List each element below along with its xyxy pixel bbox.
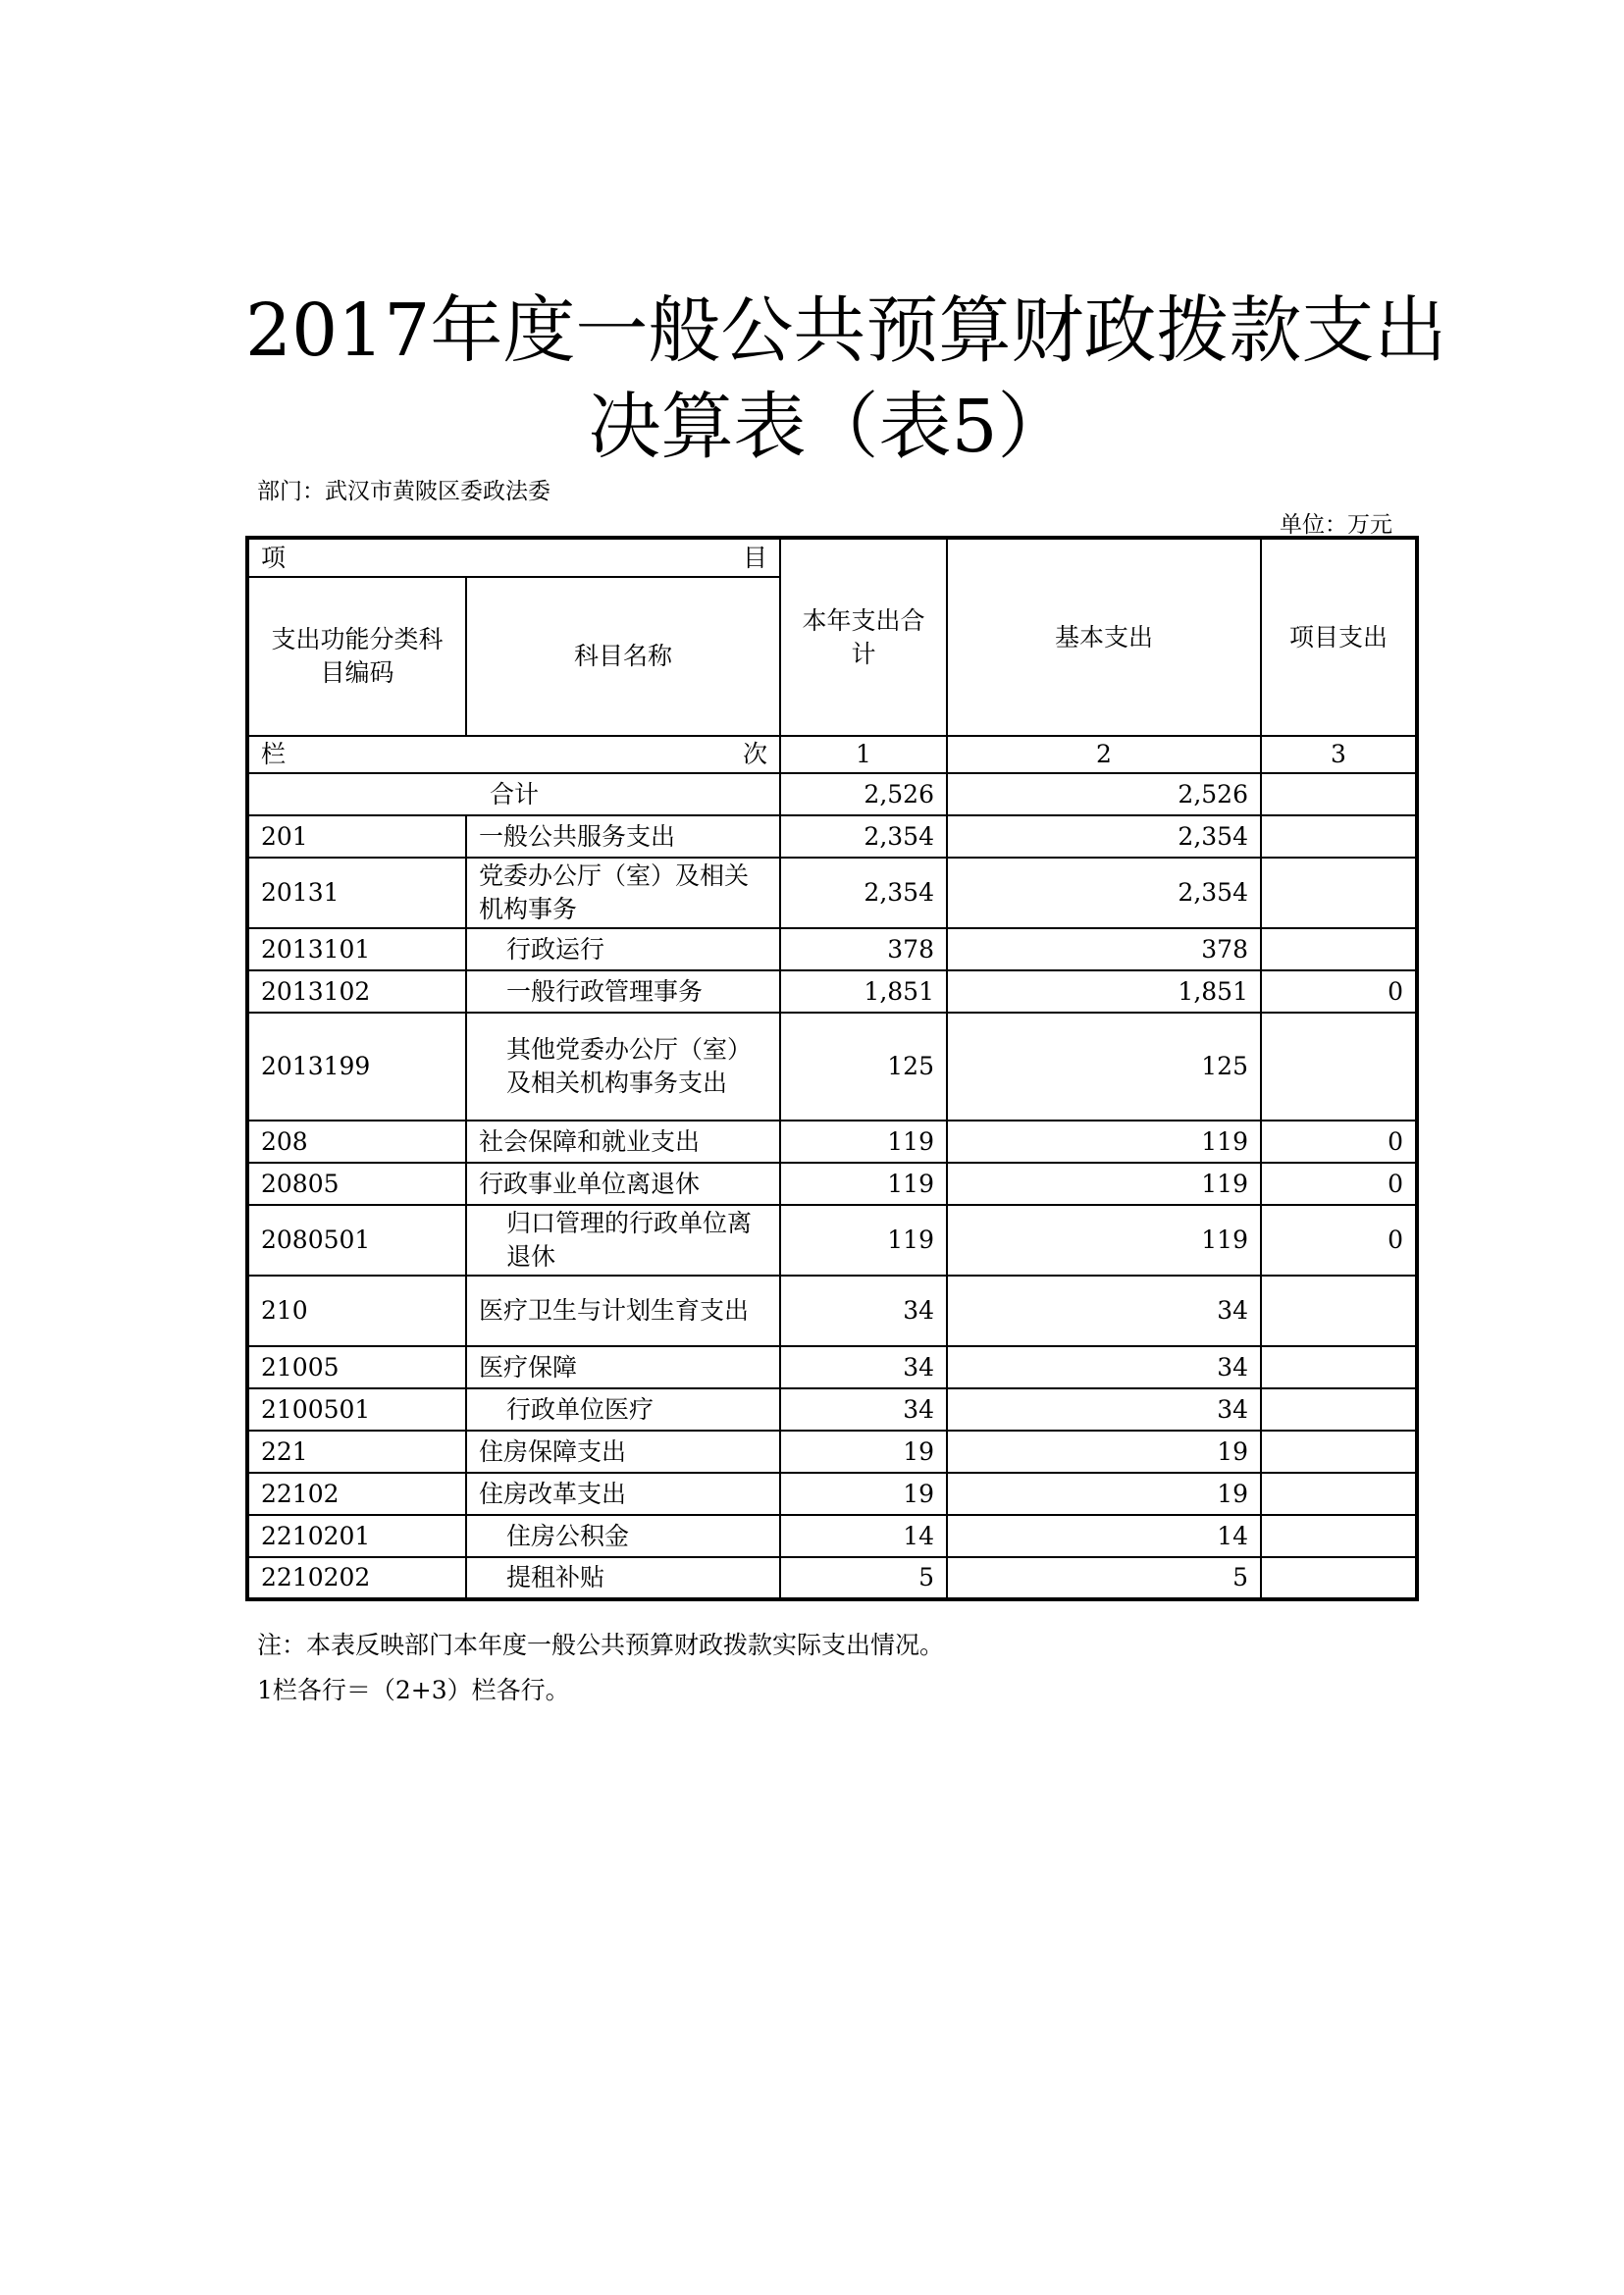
row-name: 住房保障支出 [466,1431,780,1473]
row-code: 2080501 [247,1205,466,1276]
row-name: 行政运行 [466,928,780,970]
row-code: 2100501 [247,1388,466,1431]
row-project [1261,1388,1417,1431]
header-num-1: 1 [780,736,947,773]
row-total: 5 [780,1557,947,1599]
header-item-cell [247,538,780,577]
row-project [1261,1473,1417,1515]
row-project: 0 [1261,970,1417,1013]
row-code: 201 [247,815,466,858]
total-row [247,773,1417,815]
row-code: 210 [247,1276,466,1346]
row-project: 0 [1261,1121,1417,1163]
header-code: 支出功能分类科目编码 [247,577,466,736]
row-code: 2013101 [247,928,466,970]
page-title-line-1: 2017年度一般公共预算财政拨款支出 [245,288,1447,373]
header-row-left: 栏 [261,740,287,768]
table-row [247,1276,1417,1346]
page-title-line-2: 决算表（表5） [588,385,1071,469]
row-basic: 34 [947,1346,1261,1388]
table-row [247,1431,1417,1473]
row-name: 一般行政管理事务 [466,970,780,1013]
row-project [1261,815,1417,858]
row-total: 119 [780,1121,947,1163]
table-row [247,1557,1417,1599]
row-code: 20131 [247,858,466,928]
row-basic: 119 [947,1121,1261,1163]
header-item-left: 项 [261,543,287,572]
row-total: 1,851 [780,970,947,1013]
header-num-2: 2 [947,736,1261,773]
row-code: 2013102 [247,970,466,1013]
row-total: 125 [780,1013,947,1121]
row-code: 20805 [247,1163,466,1205]
row-basic: 34 [947,1388,1261,1431]
row-name: 住房公积金 [466,1515,780,1557]
row-name: 医疗保障 [466,1346,780,1388]
table-row [247,815,1417,858]
row-project: 0 [1261,1205,1417,1276]
row-code: 221 [247,1431,466,1473]
row-basic: 14 [947,1515,1261,1557]
row-basic: 5 [947,1557,1261,1599]
table-row [247,1163,1417,1205]
row-name: 一般公共服务支出 [466,815,780,858]
row-basic: 2,354 [947,815,1261,858]
table-row [247,1346,1417,1388]
row-basic: 2,354 [947,858,1261,928]
header-row-right: 次 [742,740,767,768]
table-row [247,1388,1417,1431]
row-total: 119 [780,1205,947,1276]
row-project: 0 [1261,1163,1417,1205]
row-project [1261,858,1417,928]
row-name: 住房改革支出 [466,1473,780,1515]
table-row [247,928,1417,970]
unit-label: 单位：万元 [1280,512,1392,538]
table-row [247,1121,1417,1163]
row-code: 208 [247,1121,466,1163]
table-row [247,1013,1417,1121]
row-name: 提租补贴 [466,1557,780,1599]
table-notes [257,1623,944,1713]
row-project [1261,1346,1417,1388]
row-project [1261,928,1417,970]
table-row [247,1473,1417,1515]
row-total: 2,354 [780,858,947,928]
row-basic: 378 [947,928,1261,970]
row-basic: 119 [947,1205,1261,1276]
note-line-2: 1栏各行＝（2+3）栏各行。 [257,1676,570,1704]
row-code: 2013199 [247,1013,466,1121]
header-row-item [247,538,1417,577]
note-line-1: 注：本表反映部门本年度一般公共预算财政拨款实际支出情况。 [257,1631,945,1659]
department-label: 部门：武汉市黄陂区委政法委 [257,479,550,504]
row-code: 22102 [247,1473,466,1515]
row-project [1261,1013,1417,1121]
row-name: 归口管理的行政单位离退休 [466,1205,780,1276]
row-code: 21005 [247,1346,466,1388]
table-row [247,1205,1417,1276]
row-name: 党委办公厅（室）及相关机构事务 [466,858,780,928]
row-total: 34 [780,1276,947,1346]
header-project: 项目支出 [1261,538,1417,736]
row-total: 34 [780,1388,947,1431]
row-basic: 34 [947,1276,1261,1346]
row-name: 行政单位医疗 [466,1388,780,1431]
row-total: 2,354 [780,815,947,858]
header-total: 本年支出合计 [780,538,947,736]
row-basic: 19 [947,1473,1261,1515]
row-project [1261,1515,1417,1557]
header-name: 科目名称 [466,577,780,736]
row-name: 医疗卫生与计划生育支出 [466,1276,780,1346]
header-basic: 基本支出 [947,538,1261,736]
header-row-numbers [247,736,1417,773]
budget-table [245,536,1419,1601]
table-row [247,858,1417,928]
row-code: 2210202 [247,1557,466,1599]
total-total: 2,526 [780,773,947,815]
row-total: 119 [780,1163,947,1205]
row-project [1261,1431,1417,1473]
row-total: 19 [780,1431,947,1473]
row-total: 378 [780,928,947,970]
row-code: 2210201 [247,1515,466,1557]
row-total: 14 [780,1515,947,1557]
total-project [1261,773,1417,815]
total-basic: 2,526 [947,773,1261,815]
row-basic: 125 [947,1013,1261,1121]
row-total: 19 [780,1473,947,1515]
row-basic: 1,851 [947,970,1261,1013]
header-num-3: 3 [1261,736,1417,773]
total-label: 合计 [247,773,780,815]
row-basic: 119 [947,1163,1261,1205]
row-name: 行政事业单位离退休 [466,1163,780,1205]
row-total: 34 [780,1346,947,1388]
table-row [247,1515,1417,1557]
row-name: 其他党委办公厅（室）及相关机构事务支出 [466,1013,780,1121]
header-item-right: 目 [742,543,767,572]
header-row-label-cell [247,736,780,773]
row-project [1261,1276,1417,1346]
row-basic: 19 [947,1431,1261,1473]
row-name: 社会保障和就业支出 [466,1121,780,1163]
table-row [247,970,1417,1013]
row-project [1261,1557,1417,1599]
